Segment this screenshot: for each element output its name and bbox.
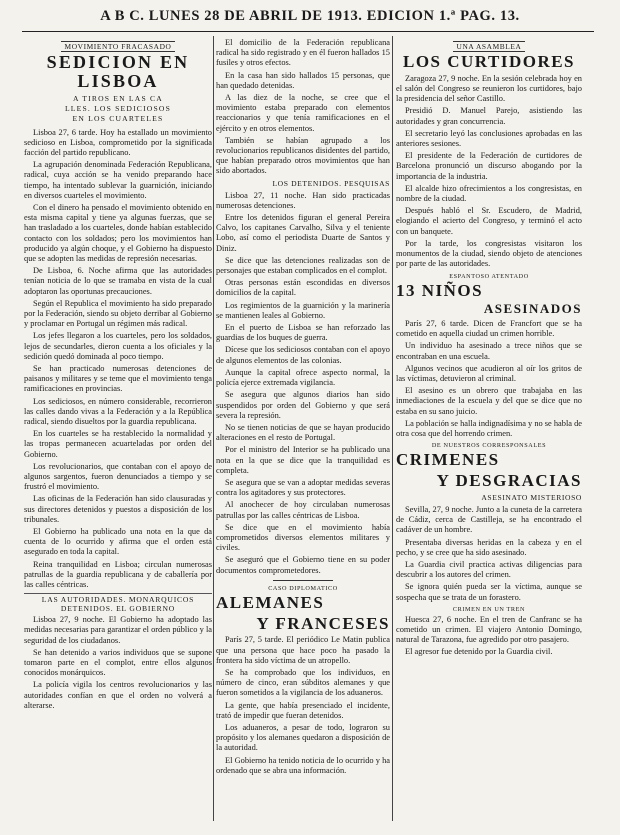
paragraph: El asesino es un obrero que trabajaba en las inmediaciones de la escuela y del que se dice que no estaba en su sano juicio.: [396, 386, 582, 416]
paragraph: La policía vigila los centros revolucionarios y las autoridades confían en que el orden no volverá a alterarse.: [24, 680, 212, 710]
paragraph: El secretario leyó las conclusiones aprobadas en las anteriores sesiones.: [396, 128, 582, 149]
article-headline: 13 NIÑOS: [396, 280, 484, 300]
deck-line: LLES. LOS SEDICIOSOS: [64, 104, 172, 114]
section-subheading: CRIMEN EN UN TREN: [452, 605, 526, 613]
paragraph: Se han detenido a varios individuos que se supone tomaron parte en el complot, entre ellos algunos conocidos monárquicos.: [24, 647, 212, 678]
paragraph: La población se halla indignadísima y no se habla de otra cosa que del horrendo crimen.: [396, 418, 582, 439]
paragraph: Algunos vecinos que acudieron al oír los gritos de las víctimas, detuvieron al criminal.: [396, 363, 582, 383]
paragraph: Un individuo ha asesinado a trece niños que se encontraban en una escuela.: [396, 341, 582, 361]
paragraph: Entre los detenidos figuran el general Pereira Calvo, los capitanes Carvalho, Silva y el teniente Lobo, así como el periodista Duarte de Santos y Diniz.: [216, 213, 390, 253]
article-body-continued: [216, 38, 390, 177]
section-subheading: ASESINATO MISTERIOSO: [481, 492, 582, 502]
paragraph: Lisboa 27, 6 tarde. Hoy ha estallado un movimiento sedicioso en Lisboa, comprometido por la significada facción del partido republicano.: [24, 127, 212, 157]
paragraph: Los aduaneros, a pesar de todo, lograron su propósito y los alemanes quedaron a disposición de la autoridad.: [216, 723, 390, 753]
article-body-2: [24, 615, 212, 711]
divider-rule: [273, 580, 333, 581]
paragraph: París 27, 6 tarde. Dicen de Francfort que se ha cometido en aquella ciudad un crimen horrible.: [396, 318, 582, 339]
paragraph: Por el ministro del Interior se ha publicado una nota en la que se dice que la tranquilidad es completa.: [216, 445, 390, 475]
paragraph: El alcalde hizo ofrecimientos a los congresistas, en nombre de la ciudad.: [396, 183, 582, 204]
article-kicker: MOVIMIENTO FRACASADO: [24, 42, 212, 51]
article-headline: ALEMANES: [216, 592, 325, 612]
paragraph: Las oficinas de la Federación han sido clausuradas y sus directores detenidos y puestos a disposición de los tribunales.: [24, 494, 212, 524]
paragraph: Presidió D. Manuel Parejo, asistiendo las autoridades y gran concurrencia.: [396, 106, 582, 126]
deck-line: EN LOS CUARTELES: [72, 114, 164, 124]
paragraph: El domicilio de la Federación republicana radical ha sido registrado y en él fueron hallados 15 fusiles y otros efectos.: [216, 38, 390, 68]
paragraph: Reina tranquilidad en Lisboa; circulan numerosas patrullas de la guardia republicana y de caballería por las calles céntricas.: [24, 559, 212, 590]
article-kicker: DE NUESTROS CORRESPONSALES: [431, 442, 547, 450]
paragraph: Dícese que los sediciosos contaban con el apoyo de algunos elementos de las colonias.: [216, 345, 390, 365]
paragraph: El Gobierno ha publicado una nota en la que da cuenta de lo ocurrido y afirma que el orden está asegurado en toda la capital.: [24, 527, 212, 557]
paragraph: De Lisboa, 6. Noche afirma que las autoridades tenían noticia de lo que se tramaba en vista de la cual adoptaron las oportunas precauciones.: [24, 266, 212, 296]
section-subheading: LOS DETENIDOS. PESQUISAS: [272, 178, 390, 188]
column-3: [396, 38, 582, 827]
paragraph: Se aseguró que el Gobierno tiene en su poder documentos comprometedores.: [216, 555, 390, 575]
paragraph: Se asegura que algunos diarios han sido suspendidos por orden del Gobierno y que será severa la represión.: [216, 390, 390, 420]
paragraph: En el puerto de Lisboa se han reforzado las guardias de los buques de guerra.: [216, 323, 390, 343]
paragraph: La agrupación denominada Federación Republicana, radical, cuya acción se ha venido preparando hace tiempo, ha intentado sublevar la guarnición, iniciando en diversos cuarteles el movimiento.: [24, 160, 212, 200]
paragraph: Los sediciosos, en número considerable, recorrieron las calles dando vivas a la Federación y a la República radical, siendo disueltos por la guardia republicana.: [24, 396, 212, 427]
deck-line: A TIROS EN LAS CA: [73, 93, 163, 103]
paragraph: La Guardia civil practica activas diligencias para descubrir a los autores del crimen.: [396, 559, 582, 580]
paragraph: Huesca 27, 6 noche. En el tren de Canfranc se ha cometido un crimen. El viajero Antonio Domingo, natural de Tarazona, fue agredido por otro pasajero.: [396, 614, 582, 645]
article-headline: CRIMENES: [396, 450, 500, 470]
article-headline-line-2: Y FRANCESES: [256, 613, 390, 633]
paragraph: Aunque la capital ofrece aspecto normal, la policía ejerce extremada vigilancia.: [216, 367, 390, 388]
article-kicker: CASO DIPLOMATICO: [268, 584, 338, 592]
paragraph: Sevilla, 27, 9 noche. Junto a la cuneta de la carretera de Cádiz, cerca de Castilleja, se ha encontrado el cadáver de un hombre.: [396, 504, 582, 535]
paragraph: Se dice que en el movimiento había comprometidos diversos elementos militares y civiles.: [216, 522, 390, 553]
article-body: [396, 74, 582, 270]
paragraph: Con el dinero ha pensado el movimiento obtenido en esta misma capital y tiene ya algunas fuerzas, que se han trasladado a los cuarteles, donde habían establecido contacto con los soldados; pero los movimientos han producido ya algún choque, y el Gobierno ha dispuesto que se adopten las medidas de represión necesarias.: [24, 202, 212, 263]
paragraph: Lisboa 27, 11 noche. Han sido practicadas numerosas detenciones.: [216, 190, 390, 210]
column-1: [24, 38, 212, 827]
article-kicker: ESPANTOSO ATENTADO: [449, 272, 529, 280]
paragraph: A las diez de la noche, se cree que el movimiento estaba preparado con elementos reaccionarios y que tenía ramificaciones en el ejército y en otros elementos.: [216, 93, 390, 133]
paragraph: Después habló el Sr. Escudero, de Madrid, elogiando el acierto del Congreso, y terminó el acto con un banquete.: [396, 206, 582, 236]
paragraph: El presidente de la Federación de curtidores de Barcelona pronunció un discurso abogando por la importancia de la industria.: [396, 151, 582, 181]
paragraph: París 27, 5 tarde. El periódico Le Matin publica que una persona que hace poco ha pasado la frontera ha sido víctima de un atropello.: [216, 635, 390, 665]
paragraph: También se habían agrupado a los revolucionarios republicanos disidentes del partido, que habían preparado otros movimientos que han sido abortados.: [216, 135, 390, 176]
paragraph: No se tienen noticias de que se hayan producido alteraciones en el resto de Portugal.: [216, 422, 390, 443]
paragraph: En los cuarteles se ha restablecido la normalidad y las tropas permanecen acuarteladas por orden del Gobierno.: [24, 429, 212, 459]
article-body: [216, 635, 390, 776]
article-body: [396, 319, 582, 439]
section-subheading: LAS AUTORIDADES. MONARQUICOS DETENIDOS. EL GOBIERNO: [24, 593, 212, 613]
paragraph: Los revolucionarios, que contaban con el apoyo de algunos sargentos, fueron denunciados a tiempo y se frustró el movimiento.: [24, 461, 212, 492]
paragraph: Zaragoza 27, 9 noche. En la sesión celebrada hoy en el salón del Congreso se reunieron los curtidores, bajo la presidencia del señor Castillo.: [396, 73, 582, 104]
paragraph: Al anochecer de hoy circulaban numerosas patrullas por las calles céntricas de Lisboa.: [216, 500, 390, 520]
article-headline: LOS CURTIDORES: [402, 52, 576, 71]
paragraph: En la casa han sido hallados 15 personas, que han quedado detenidas.: [216, 70, 390, 90]
paragraph: La gente, que había presenciado el incidente, trató de impedir que fueran detenidos.: [216, 700, 390, 720]
paragraph: El agresor fue detenido por la Guardia civil.: [405, 647, 553, 657]
column-divider-1: [213, 36, 214, 821]
paragraph: Se dice que las detenciones realizadas son de personajes que estaban complicados en el complot.: [216, 255, 390, 276]
paragraph: El Gobierno ha tenido noticia de lo ocurrido y ha ordenado que se abra una información.: [216, 755, 390, 775]
paragraph: Se asegura que se van a adoptar medidas severas contra los agitadores y sus protectores.: [216, 477, 390, 498]
page-header: A B C. LUNES 28 DE ABRIL DE 1913. EDICION 1.ª PAG. 13.: [100, 8, 520, 24]
paragraph: Los jefes llegaron a los cuarteles, pero los soldados, lejos de secundarles, dieron cuenta a los oficiales y la sedición quedó dominada al poco tiempo.: [24, 331, 212, 361]
paragraph: Según el Republica el movimiento ha sido preparado por la Federación, siendo su objeto derribar al Gobierno y proclamar en Portugal un régimen más radical.: [24, 298, 212, 329]
column-2: [216, 38, 390, 827]
paragraph: Los regimientos de la guarnición y la marinería se mantienen leales al Gobierno.: [216, 300, 390, 320]
article-headline: SEDICION EN LISBOA: [46, 52, 190, 91]
article-headline-line-2: Y DESGRACIAS: [436, 471, 582, 491]
article-kicker: UNA ASAMBLEA: [396, 42, 582, 51]
article-body: [396, 615, 582, 658]
paragraph: Por la tarde, los congresistas visitaron los monumentos de la ciudad, siendo objeto de atenciones por parte de las autoridades.: [396, 238, 582, 269]
paragraph: Se ha comprobado que los individuos, en número de cinco, eran súbditos alemanes y que fueron sometidos a la vigilancia de los aduaneros.: [216, 668, 390, 698]
paragraph: Presentaba diversas heridas en la cabeza y en el pecho, y se cree que ha sido asesinado.: [396, 537, 582, 557]
article-headline-line-2: ASESINADOS: [483, 301, 582, 317]
header-rule: [22, 31, 594, 32]
article-body: [24, 128, 212, 591]
article-body-detenidos: [216, 191, 390, 576]
paragraph: Lisboa 27, 9 noche. El Gobierno ha adoptado las medidas necesarias para garantizar el orden público y la seguridad de los ciudadanos.: [24, 615, 212, 645]
article-body: [396, 505, 582, 603]
article-deck: [24, 94, 212, 125]
paragraph: Se ignora quién pueda ser la víctima, aunque se sospecha que se trata de un forastero.: [396, 582, 582, 602]
paragraph: Otras personas están escondidas en diversos domicilios de la capital.: [216, 278, 390, 298]
column-divider-2: [392, 36, 393, 821]
paragraph: Se han practicado numerosas detenciones de paisanos y militares y se teme que el movimiento tenga ramificaciones en provincias.: [24, 364, 212, 394]
